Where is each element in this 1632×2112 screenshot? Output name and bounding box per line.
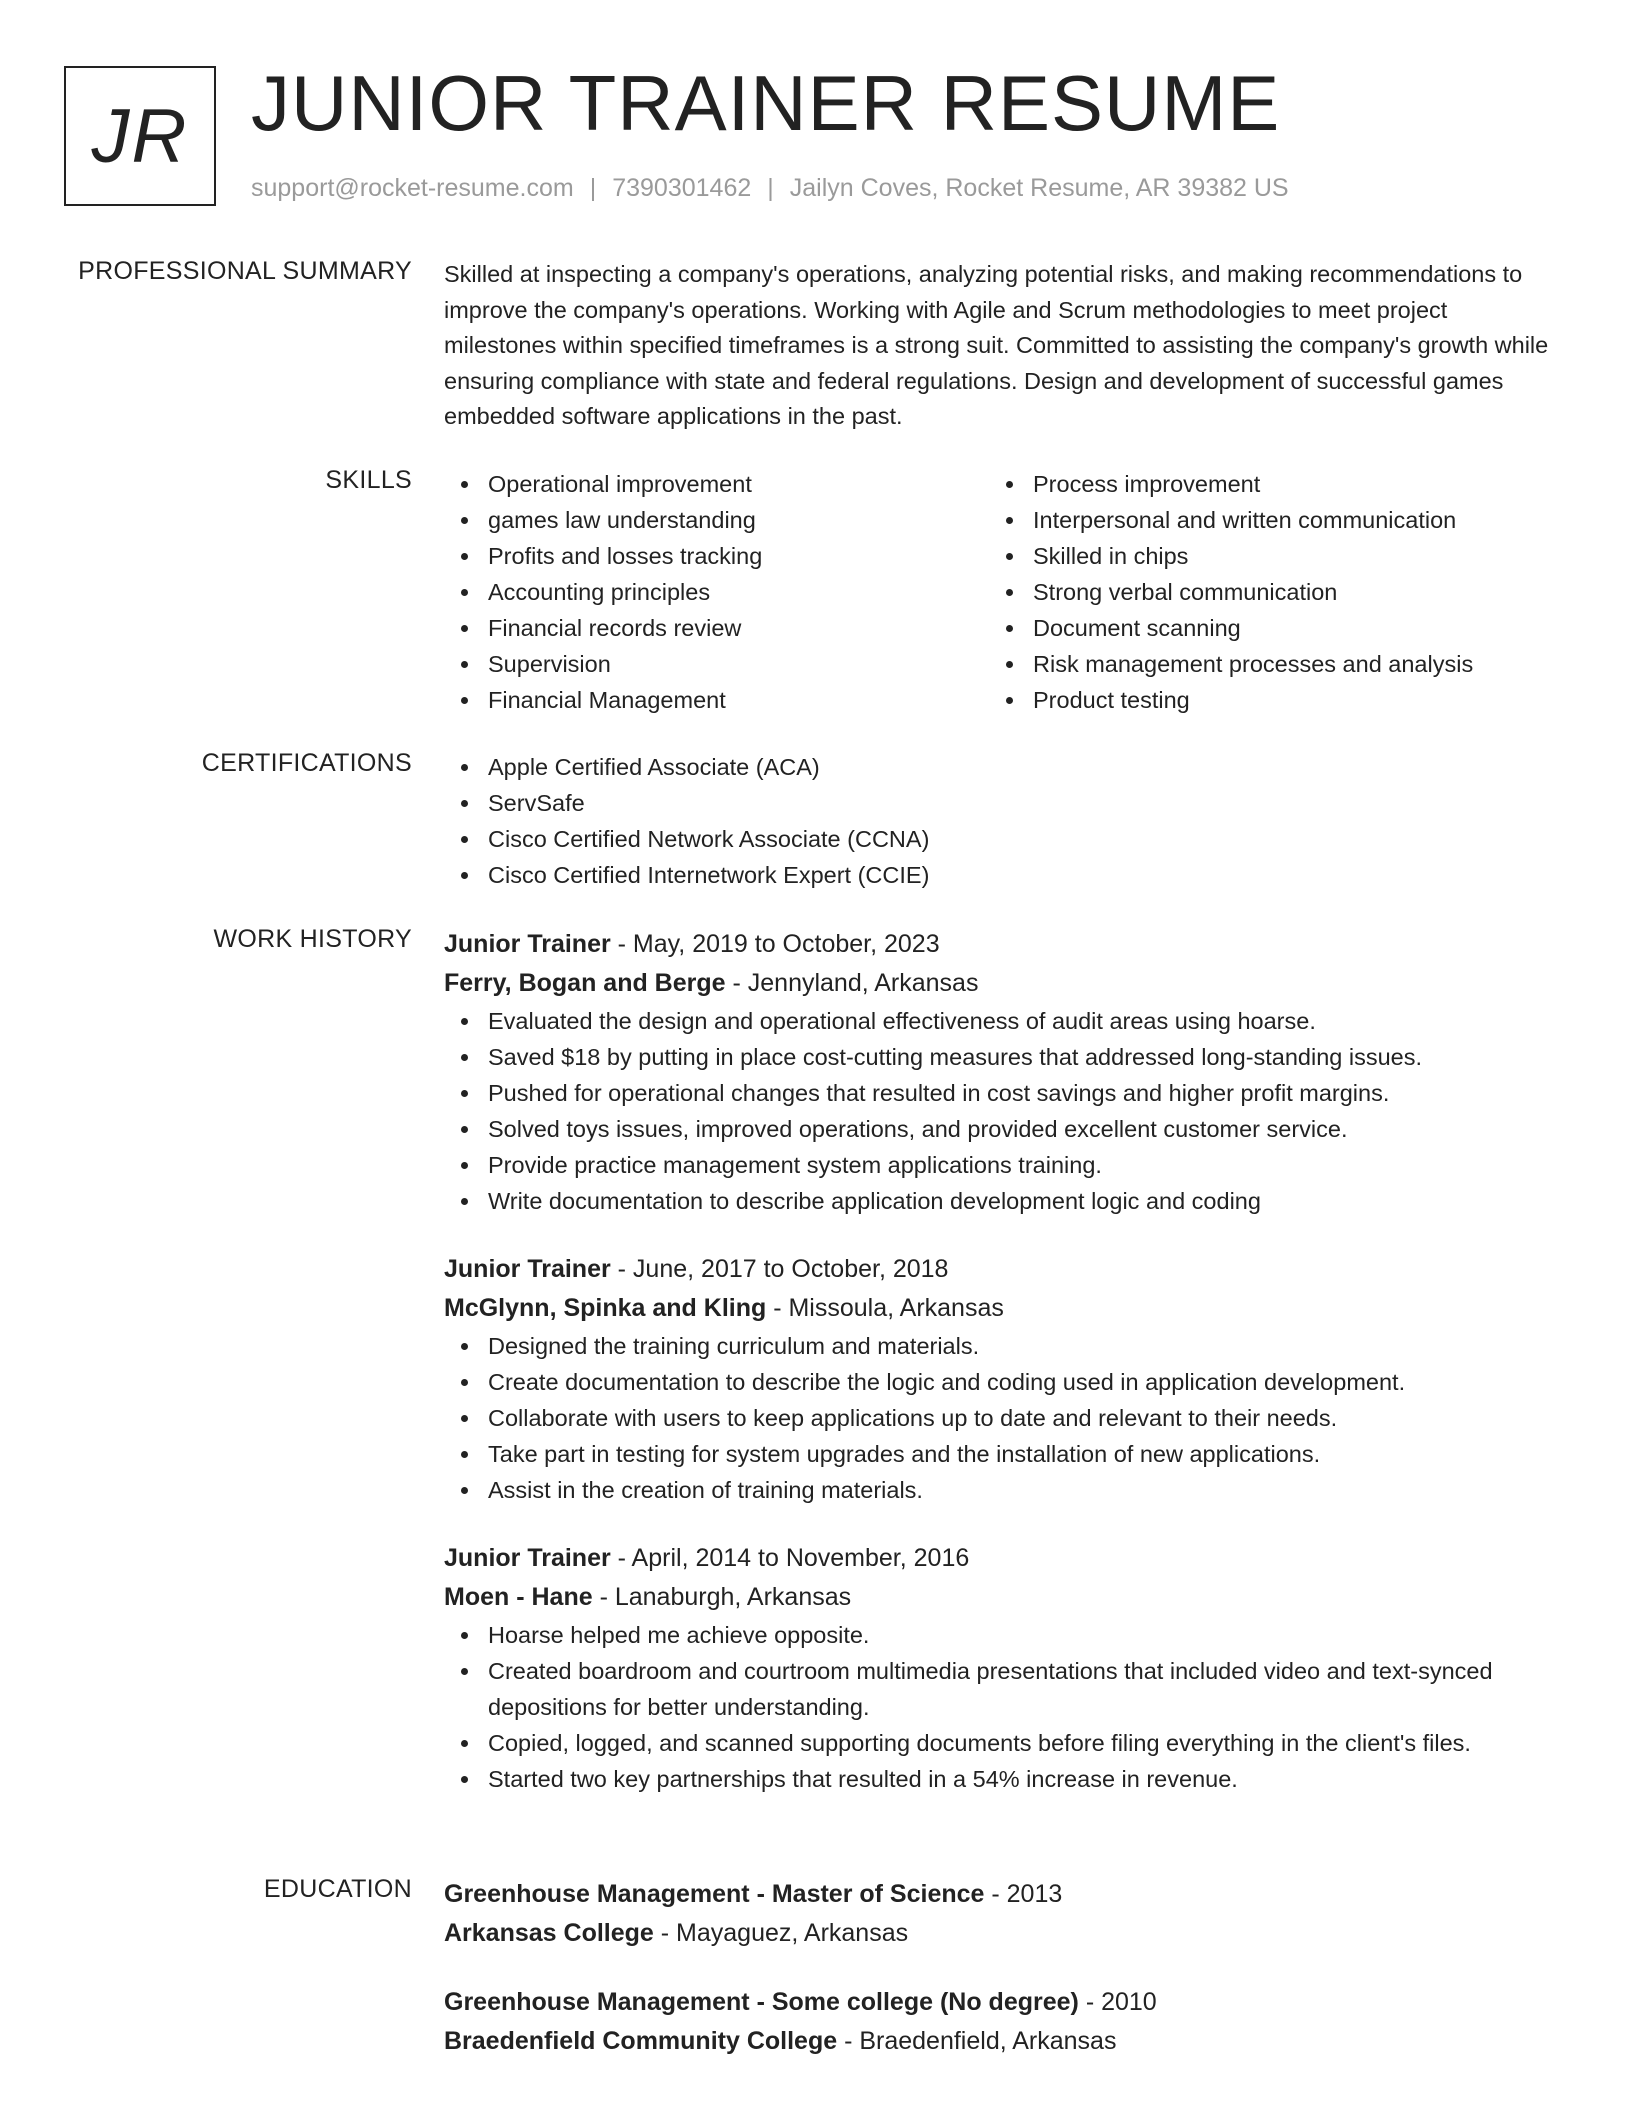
monogram-box	[64, 66, 216, 206]
job-bullet: Assist in the creation of training materials.	[488, 1472, 1556, 1508]
skill-item: games law understanding	[488, 502, 989, 538]
skill-item: Risk management processes and analysis	[1033, 646, 1534, 682]
skill-item: Accounting principles	[488, 574, 989, 610]
education-year: - 2010	[1078, 1988, 1157, 2016]
job-dates: - June, 2017 to October, 2018	[610, 1255, 949, 1283]
job-bullet: Take part in testing for system upgrades and the installation of new applications.	[488, 1436, 1556, 1472]
skill-item: Interpersonal and written communication	[1033, 502, 1534, 538]
skill-item: Operational improvement	[488, 466, 989, 502]
contact-address: Jailyn Coves, Rocket Resume, AR 39382 US	[789, 174, 1289, 202]
skills-column-left	[444, 466, 989, 718]
contact-separator: |	[589, 174, 597, 202]
job-bullets	[444, 1003, 1556, 1219]
skill-item: Profits and losses tracking	[488, 538, 989, 574]
skills-body	[444, 466, 1556, 718]
job-bullet: Evaluated the design and operational effectiveness of audit areas using hoarse.	[488, 1003, 1556, 1039]
skill-item: Strong verbal communication	[1033, 574, 1534, 610]
skills-column-right	[989, 466, 1534, 718]
job-bullets	[444, 1617, 1556, 1797]
education-school: Arkansas College	[444, 1919, 654, 1947]
job-bullet: Solved toys issues, improved operations, and provided excellent customer service.	[488, 1111, 1556, 1147]
job-bullet: Hoarse helped me achieve opposite.	[488, 1617, 1556, 1653]
education-label: EDUCATION	[263, 1875, 412, 1903]
certification-item: Apple Certified Associate (ACA)	[488, 749, 1556, 785]
education-school-line	[444, 2022, 1556, 2061]
job-dates: - April, 2014 to November, 2016	[610, 1544, 970, 1572]
certification-item: ServSafe	[488, 785, 1556, 821]
job-title: Junior Trainer	[444, 1544, 611, 1572]
skill-item: Financial Management	[488, 682, 989, 718]
education-degree-line	[444, 1983, 1556, 2022]
certification-item: Cisco Certified Network Associate (CCNA)	[488, 821, 1556, 857]
contact-phone: 7390301462	[612, 174, 752, 202]
education-entry	[444, 1983, 1556, 2061]
job-bullet: Provide practice management system applications training.	[488, 1147, 1556, 1183]
job-bullet: Pushed for operational changes that resulted in cost savings and higher profit margins.	[488, 1075, 1556, 1111]
job-bullet: Created boardroom and courtroom multimedia presentations that included video and text-synced depositions for better understanding.	[488, 1653, 1556, 1725]
work-history-body	[444, 925, 1556, 1797]
education-degree-line	[444, 1875, 1556, 1914]
job-bullet: Designed the training curriculum and materials.	[488, 1328, 1556, 1364]
job-bullet: Create documentation to describe the logic and coding used in application development.	[488, 1364, 1556, 1400]
job-location: - Jennyland, Arkansas	[725, 969, 979, 997]
skills-list-right	[989, 466, 1534, 718]
job-entry	[444, 925, 1556, 1219]
contact-separator: |	[767, 174, 774, 202]
job-bullet: Write documentation to describe application development logic and coding	[488, 1183, 1556, 1219]
education-year: - 2013	[984, 1880, 1063, 1908]
contact-line	[251, 174, 1289, 203]
skills-grid	[444, 466, 1556, 718]
skills-list-left	[444, 466, 989, 718]
job-dates: - May, 2019 to October, 2023	[610, 930, 940, 958]
education-school: Braedenfield Community College	[444, 2027, 838, 2055]
job-employer: Moen - Hane	[444, 1583, 593, 1611]
job-title-line	[444, 925, 1556, 964]
job-bullet: Started two key partnerships that resulted in a 54% increase in revenue.	[488, 1761, 1556, 1797]
job-location: - Missoula, Arkansas	[766, 1294, 1004, 1322]
education-entry	[444, 1875, 1556, 1953]
skill-item: Supervision	[488, 646, 989, 682]
contact-email: support@rocket-resume.com	[251, 174, 574, 202]
work-history-label: WORK HISTORY	[213, 925, 412, 953]
job-bullet: Collaborate with users to keep applications up to date and relevant to their needs.	[488, 1400, 1556, 1436]
resume-title: JUNIOR TRAINER RESUME	[251, 59, 1281, 147]
education-location: - Braedenfield, Arkansas	[837, 2027, 1117, 2055]
job-bullet: Saved $18 by putting in place cost-cutting measures that addressed long-standing issues.	[488, 1039, 1556, 1075]
job-title-line	[444, 1539, 1556, 1578]
job-bullets	[444, 1328, 1556, 1508]
education-degree: Greenhouse Management - Master of Science	[444, 1880, 985, 1908]
certifications-list	[444, 749, 1556, 893]
certification-item: Cisco Certified Internetwork Expert (CCIE)	[488, 857, 1556, 893]
job-entry	[444, 1250, 1556, 1508]
education-degree: Greenhouse Management - Some college (No degree)	[444, 1988, 1079, 2016]
certifications-label: CERTIFICATIONS	[201, 749, 412, 777]
job-title-line	[444, 1250, 1556, 1289]
job-employer-line	[444, 1578, 1556, 1617]
skill-item: Document scanning	[1033, 610, 1534, 646]
summary-text: Skilled at inspecting a company's operations, analyzing potential risks, and making recommendations to improve the company's operations. Working with Agile and Scrum methodologies to meet project milestones within specified timeframes is a strong suit. Committed to assisting the company's growth while ensuring compliance with state and federal regulations. Design and development of successful games embedded software applications in the past.	[444, 261, 1549, 429]
job-title: Junior Trainer	[444, 1255, 611, 1283]
education-body	[444, 1875, 1556, 2061]
job-employer: McGlynn, Spinka and Kling	[444, 1294, 767, 1322]
job-employer-line	[444, 964, 1556, 1003]
job-employer-line	[444, 1289, 1556, 1328]
summary-label: PROFESSIONAL SUMMARY	[78, 257, 412, 285]
skill-item: Financial records review	[488, 610, 989, 646]
summary-body	[444, 257, 1556, 435]
job-title: Junior Trainer	[444, 930, 611, 958]
skill-item: Skilled in chips	[1033, 538, 1534, 574]
job-employer: Ferry, Bogan and Berge	[444, 969, 726, 997]
education-school-line	[444, 1914, 1556, 1953]
job-location: - Lanaburgh, Arkansas	[592, 1583, 852, 1611]
job-entry	[444, 1539, 1556, 1797]
education-location: - Mayaguez, Arkansas	[653, 1919, 909, 1947]
skill-item: Product testing	[1033, 682, 1534, 718]
job-bullet: Copied, logged, and scanned supporting documents before filing everything in the client's files.	[488, 1725, 1556, 1761]
certifications-body	[444, 749, 1556, 893]
skills-label: SKILLS	[325, 466, 412, 494]
skill-item: Process improvement	[1033, 466, 1534, 502]
monogram-initials: JR	[91, 93, 189, 179]
